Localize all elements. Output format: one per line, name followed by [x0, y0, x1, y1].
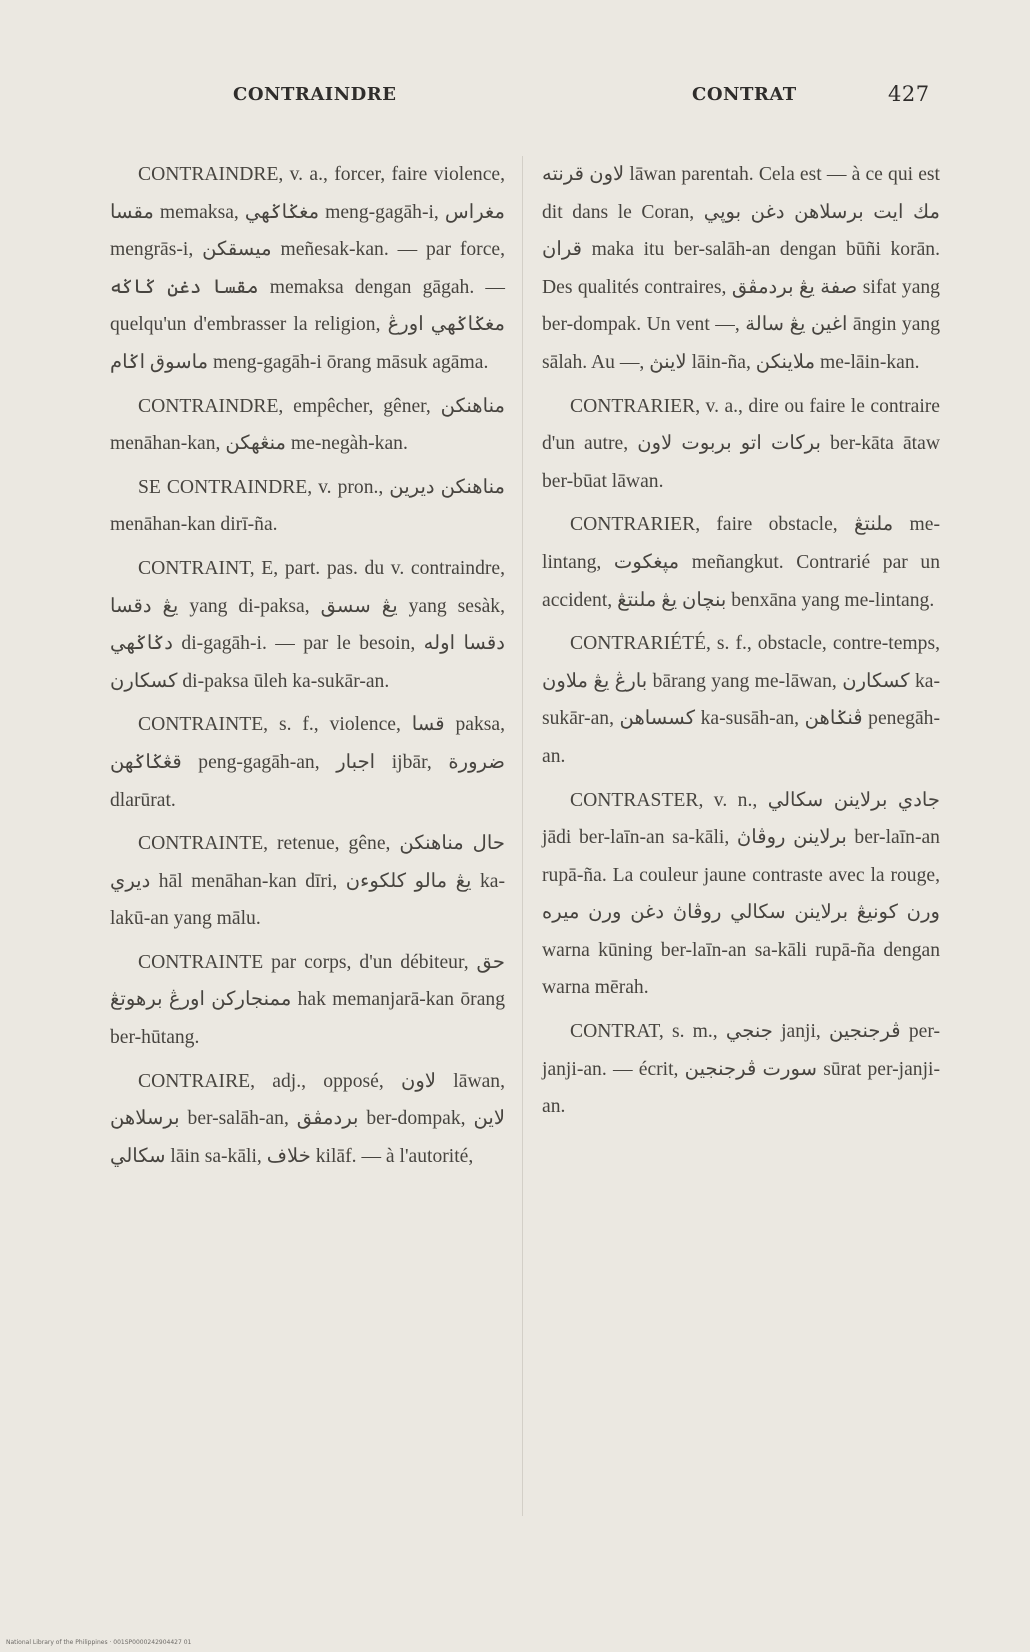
entry-contrat: CONTRAT, s. m., جنجي janji, ڤرجنجين per-janji-an. — écrit, سورت ڤرجنجين sūrat per-janji-an.	[542, 1021, 940, 1118]
entry-contrainte: CONTRAINTE, s. f., violence, قسا paksa, قڠݢاݢهن peng-gagāh-an, اجبار ijbār, ضرورة dlarūrat.	[110, 714, 505, 811]
entry-contraindre-empecher: CONTRAINDRE, empêcher, gêner, مناهنكن menāhan-kan, منڠهكن me-negàh-kan.	[110, 395, 505, 455]
right-column	[542, 156, 940, 1132]
entry-contraindre: CONTRAINDRE, v. a., forcer, faire violence, مقسا memaksa, مغݢاݢهي meng-gagāh-i, مغراس mengrās-i, ميسقكن meñesak-kan. — par force, مقسا دغن ݢاݢه memaksa dengan gāgah. — quelqu'un d'embrasser la religion, مغݢاݢهي اورڠ ماسوق اݢام meng-gagāh-i ōrang māsuk agāma.	[110, 164, 505, 373]
left-column	[110, 156, 505, 1181]
running-header-right: CONTRAT	[692, 84, 797, 105]
entry-contraire-continued: لاون قرنته lāwan parentah. Cela est — à ce qui est dit dans le Coran, مك ايت برسلاهن دغن بوڽي قران maka itu ber-salāh-an dengan būñi korān. Des qualités contraires, صفة يڠ بردمڤق sifat yang ber-dompak. Un vent —, اغين يڠ سالة āngin yang sālah. Au —, لاينڽ lāin-ña, ملاينكن me-lāin-kan.	[542, 164, 940, 373]
running-header-left: CONTRAINDRE	[233, 84, 397, 105]
entry-contrarier-obstacle: CONTRARIER, faire obstacle, ملنتڠ me-lintang, مڽغكوت meñangkut. Contrarié par un accident, بنچان يڠ ملنتڠ benxāna yang me-lintang.	[542, 514, 940, 611]
entry-contrainte-retenue: CONTRAINTE, retenue, gêne, حال مناهنكن ديري hāl menāhan-kan dīri, يڠ مالو كلكوءن ka-lakū-an yang mālu.	[110, 833, 506, 930]
entry-contraire: CONTRAIRE, adj., opposé, لاون lāwan, برسلاهن ber-salāh-an, بردمڤق ber-dompak, لاين سكالي lāin sa-kāli, خلاف kilāf. — à l'autorité,	[110, 1070, 505, 1167]
column-gutter	[522, 156, 523, 1516]
entry-contrainte-par-corps: CONTRAINTE par corps, d'un débiteur, حق ممنجاركن اورڠ برهوتڠ hak memanjarā-kan ōrang ber-hūtang.	[110, 951, 505, 1049]
entry-se-contraindre: SE CONTRAINDRE, v. pron., مناهنكن ديرين menāhan-kan dirī-ña.	[110, 476, 505, 536]
page-number: 427	[888, 82, 930, 106]
scan-credit: National Library of the Philippines · 001SP0000242904427 01	[6, 1639, 192, 1646]
entry-contrarier: CONTRARIER, v. a., dire ou faire le contraire d'un autre, بركات اتو بربوت لاون ber-kāta ātaw ber-būat lāwan.	[542, 395, 940, 492]
entry-contraint: CONTRAINT, E, part. pas. du v. contraindre, يڠ دقسا yang di-paksa, يڠ سسق yang sesàk, دݢاݢهي di-gagāh-i. — par le besoin, دقسا اوله كسكارن di-paksa ūleh ka-sukār-an.	[110, 557, 505, 692]
entry-contrariete: CONTRARIÉTÉ, s. f., obstacle, contre-temps, بارڠ يڠ ملاون bārang yang me-lāwan, كسكارن ka-sukār-an, كسساهن ka-susāh-an, ڤنݢاهن penegāh-an.	[542, 633, 941, 767]
entry-contraster: CONTRASTER, v. n., جادي برلاينن سكالي jādi ber-laīn-an sa-kāli, برلاينن روڤاڽ ber-laīn-an rupā-ña. La couleur jaune contraste avec la rouge, ورن كونيڠ برلاينن سكالي روڤاڽ دغن ورن ميره warna kūning ber-laīn-an sa-kāli rupā-ña dengan warna mērah.	[542, 789, 941, 999]
